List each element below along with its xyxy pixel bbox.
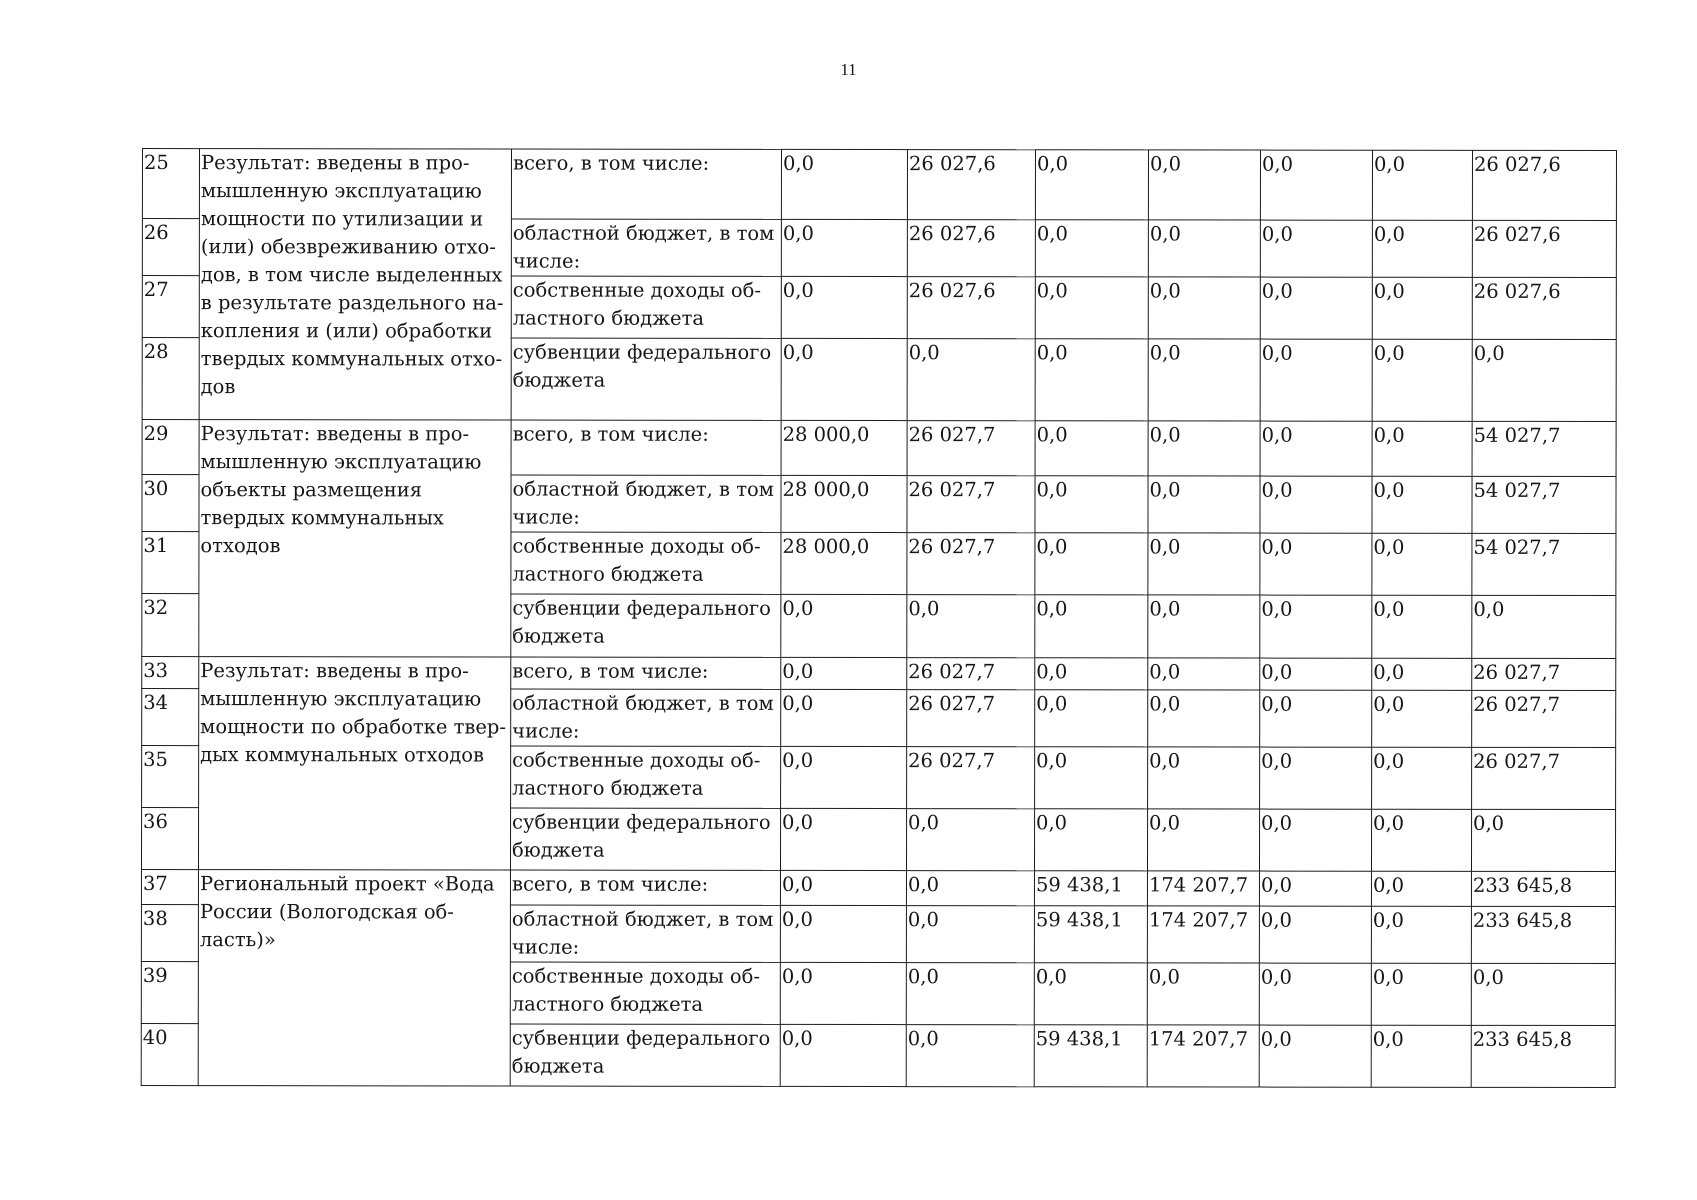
year-value-cell: 0,0 [1148,277,1260,339]
year-value-cell: 0,0 [1372,658,1472,690]
year-value-cell: 0,0 [781,149,907,219]
year-value-cell: 26 027,7 [907,658,1035,690]
row-number: 28 [142,338,199,420]
year-value-cell: 0,0 [1260,690,1372,747]
year-value-cell: 0,0 [1371,906,1471,963]
year-value-cell: 0,0 [1148,595,1260,658]
year-value-cell: 0,0 [1372,339,1472,421]
year-value-cell: 0,0 [1035,277,1148,339]
row-number: 30 [142,475,199,532]
year-value-cell: 0,0 [1259,963,1371,1025]
year-value-cell: 0,0 [1371,871,1471,906]
year-value-cell: 28 000,0 [781,420,907,475]
total-value-cell: 0,0 [1471,809,1615,871]
total-value-cell: 233 645,8 [1471,871,1615,906]
year-value-cell: 0,0 [1148,339,1260,421]
total-value-cell: 26 027,7 [1472,690,1616,747]
year-value-cell: 0,0 [1148,533,1260,595]
year-value-cell: 0,0 [1035,658,1148,690]
row-number: 36 [141,808,198,870]
year-value-cell: 28 000,0 [781,475,907,532]
row-number: 33 [142,657,199,689]
row-number: 29 [142,420,199,475]
funding-source: собственные доходы об-ластного бюджета [511,532,781,594]
total-value-cell: 26 027,7 [1472,747,1616,809]
year-value-cell: 0,0 [1260,421,1372,476]
total-value-cell: 26 027,7 [1472,658,1616,690]
page-number: 11 [840,60,857,79]
total-value-cell: 26 027,6 [1472,150,1616,220]
result-description: Результат: введены в про-мышленную эксплуатацию мощности по обработке твер-дых коммунальных отходов [198,657,510,870]
year-value-cell: 26 027,7 [907,421,1035,476]
funding-source: областной бюджет, в том числе: [511,219,781,276]
year-value-cell: 0,0 [1147,809,1259,871]
year-value-cell: 26 027,6 [907,150,1035,220]
table-row [142,420,1616,477]
year-value-cell: 0,0 [1035,747,1148,809]
year-value-cell: 26 027,7 [907,690,1035,747]
year-value-cell: 0,0 [1260,658,1372,690]
result-description: Результат: введены в про-мышленную эксплуатацию объекты размещения твердых коммунальных отходов [199,420,511,657]
year-value-cell: 0,0 [1372,747,1472,809]
funding-source: областной бюджет, в том числе: [510,905,780,962]
year-value-cell: 0,0 [1372,595,1472,658]
year-value-cell: 28 000,0 [781,532,907,594]
year-value-cell: 0,0 [781,219,907,276]
funding-source: всего, в том числе: [511,149,781,219]
year-value-cell: 0,0 [1372,150,1472,220]
year-value-cell: 26 027,7 [907,747,1035,809]
year-value-cell: 0,0 [1035,476,1148,533]
year-value-cell: 0,0 [1260,277,1372,339]
year-value-cell: 0,0 [1260,533,1372,595]
funding-source: всего, в том числе: [511,420,781,475]
year-value-cell: 0,0 [780,905,906,962]
year-value-cell: 0,0 [906,1025,1034,1087]
total-value-cell: 233 645,8 [1471,1025,1615,1087]
year-value-cell: 0,0 [1372,277,1472,339]
year-value-cell: 26 027,7 [907,533,1035,595]
year-value-cell: 0,0 [1035,150,1148,220]
year-value-cell: 0,0 [907,339,1035,421]
row-number: 34 [142,689,199,746]
year-value-cell: 0,0 [780,1024,906,1086]
total-value-cell: 0,0 [1471,963,1615,1025]
year-value-cell: 0,0 [1372,220,1472,277]
year-value-cell: 0,0 [1035,421,1148,476]
year-value-cell: 0,0 [1260,150,1372,220]
year-value-cell: 0,0 [1259,906,1371,963]
row-number: 39 [141,961,198,1023]
funding-source: собственные доходы об-ластного бюджета [511,276,781,338]
year-value-cell: 0,0 [1148,747,1260,809]
year-value-cell: 0,0 [1259,871,1371,906]
year-value-cell: 59 438,1 [1034,871,1147,906]
year-value-cell: 26 027,6 [907,277,1035,339]
row-number: 35 [142,746,199,808]
year-value-cell: 0,0 [1260,339,1372,421]
year-value-cell: 0,0 [1372,690,1472,747]
year-value-cell: 0,0 [781,594,907,657]
year-value-cell: 0,0 [1034,963,1147,1025]
year-value-cell: 0,0 [1371,1025,1471,1087]
budget-table [141,148,1617,1088]
result-description: Результат: введены в про-мышленную эксплуатацию мощности по утилизации и (или) обезвреживанию отхо-дов, в том числе выделенных в результате раздельного на-копления и (или) обработки твердых коммунальных отхо-дов [199,149,511,420]
year-value-cell: 0,0 [1148,421,1260,476]
year-value-cell: 59 438,1 [1034,1025,1147,1087]
funding-source: всего, в том числе: [510,870,780,905]
year-value-cell: 0,0 [906,963,1034,1025]
funding-source: субвенции федерального бюджета [510,808,780,870]
year-value-cell: 0,0 [906,809,1034,871]
row-number: 40 [141,1023,198,1085]
total-value-cell: 54 027,7 [1472,476,1616,533]
year-value-cell: 0,0 [1148,690,1260,747]
table-body [141,149,1616,1088]
funding-source: областной бюджет, в том числе: [511,475,781,532]
year-value-cell: 0,0 [781,689,907,746]
year-value-cell: 0,0 [1035,220,1148,277]
table-row [142,149,1616,221]
year-value-cell: 0,0 [907,595,1035,658]
row-number: 27 [142,276,199,338]
year-value-cell: 0,0 [1034,809,1147,871]
year-value-cell: 0,0 [1035,533,1148,595]
total-value-cell: 233 645,8 [1471,906,1615,963]
row-number: 32 [142,594,199,657]
year-value-cell: 0,0 [906,871,1034,906]
funding-source: собственные доходы об-ластного бюджета [511,746,781,808]
year-value-cell: 26 027,7 [907,476,1035,533]
year-value-cell: 0,0 [1260,476,1372,533]
row-number: 25 [142,149,199,219]
year-value-cell: 0,0 [1259,809,1371,871]
year-value-cell: 0,0 [1147,963,1259,1025]
year-value-cell: 0,0 [1148,220,1260,277]
budget-table-container [141,148,1616,1088]
total-value-cell: 26 027,6 [1472,277,1616,339]
table-row [142,657,1616,691]
year-value-cell: 0,0 [1372,421,1472,476]
funding-source: областной бюджет, в том числе: [511,689,781,746]
funding-source: собственные доходы об-ластного бюджета [510,962,780,1024]
year-value-cell: 0,0 [780,870,906,905]
year-value-cell: 0,0 [1148,658,1260,690]
row-number: 38 [141,904,198,961]
total-value-cell: 26 027,6 [1472,220,1616,277]
year-value-cell: 0,0 [781,276,907,338]
year-value-cell: 0,0 [1372,533,1472,595]
year-value-cell: 0,0 [906,906,1034,963]
year-value-cell: 0,0 [780,962,906,1024]
total-value-cell: 54 027,7 [1472,421,1616,476]
row-number: 26 [142,219,199,276]
total-value-cell: 0,0 [1472,339,1616,421]
year-value-cell: 0,0 [1260,595,1372,658]
row-number: 37 [141,870,198,905]
year-value-cell: 0,0 [1372,476,1472,533]
year-value-cell: 0,0 [1035,595,1148,658]
funding-source: субвенции федерального бюджета [511,594,781,657]
funding-source: субвенции федерального бюджета [511,338,781,420]
result-description: Региональный проект «Вода России (Вологодская об-ласть)» [198,870,510,1086]
year-value-cell: 0,0 [1371,963,1471,1025]
year-value-cell: 0,0 [1371,809,1471,871]
year-value-cell: 174 207,7 [1147,906,1259,963]
year-value-cell: 0,0 [780,808,906,870]
year-value-cell: 0,0 [781,657,907,689]
year-value-cell: 0,0 [1148,150,1260,220]
year-value-cell: 0,0 [1259,1025,1371,1087]
total-value-cell: 0,0 [1472,595,1616,658]
year-value-cell: 0,0 [1260,220,1372,277]
funding-source: субвенции федерального бюджета [510,1024,780,1086]
year-value-cell: 174 207,7 [1147,1025,1259,1087]
year-value-cell: 59 438,1 [1034,906,1147,963]
year-value-cell: 0,0 [1035,339,1148,421]
year-value-cell: 0,0 [1260,747,1372,809]
total-value-cell: 54 027,7 [1472,533,1616,595]
table-row [141,870,1615,907]
year-value-cell: 0,0 [781,746,907,808]
year-value-cell: 0,0 [1035,690,1148,747]
year-value-cell: 26 027,6 [907,220,1035,277]
year-value-cell: 0,0 [1148,476,1260,533]
funding-source: всего, в том числе: [511,657,781,689]
year-value-cell: 0,0 [781,338,907,420]
row-number: 31 [142,532,199,594]
year-value-cell: 174 207,7 [1147,871,1259,906]
